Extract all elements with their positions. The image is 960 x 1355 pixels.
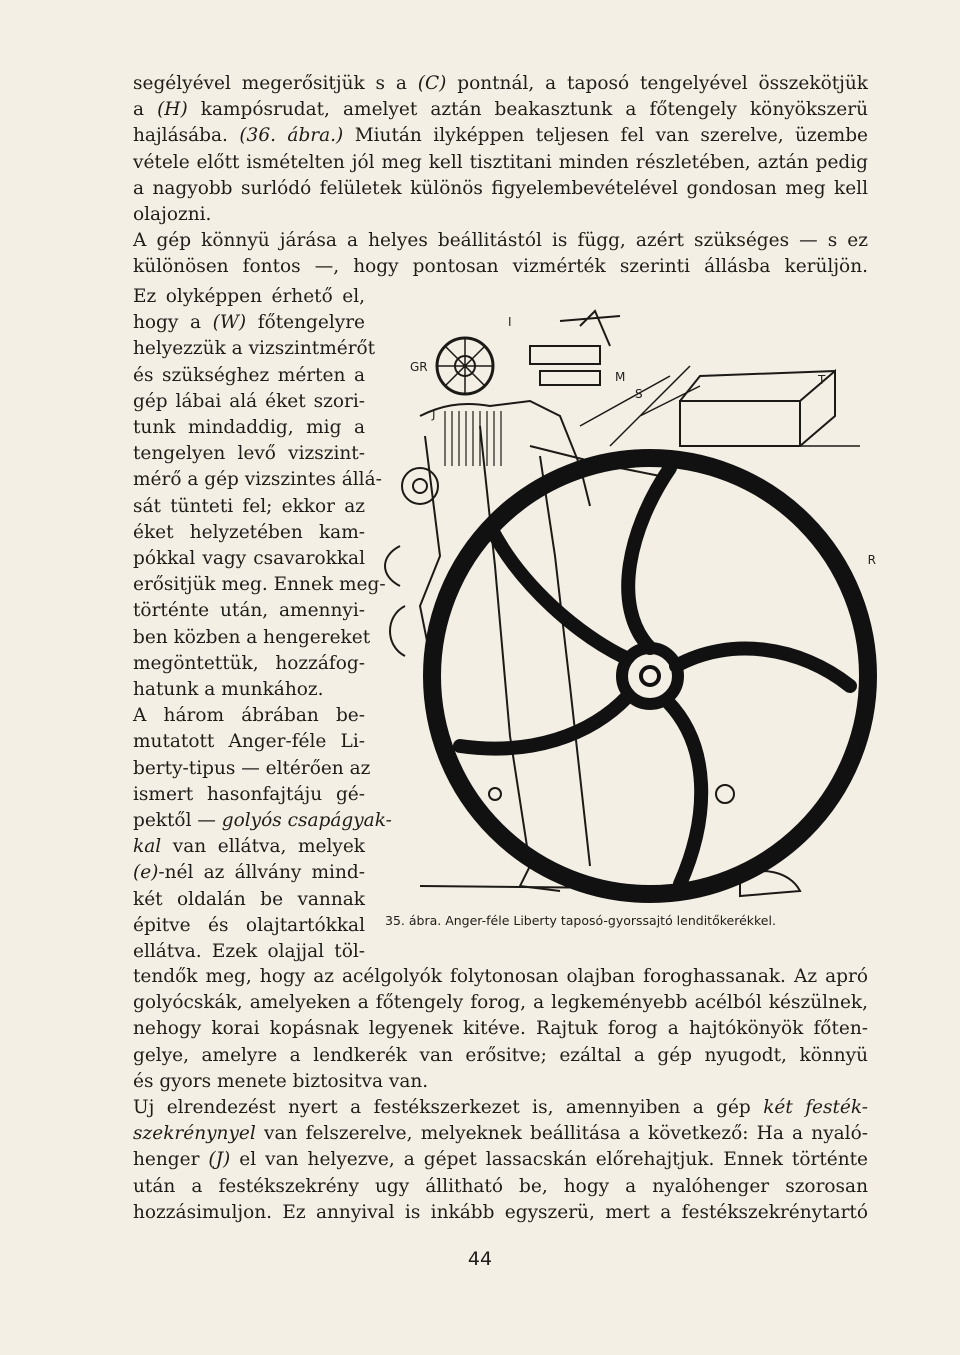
text-segment: olajozni. [133, 204, 212, 225]
text-line [133, 887, 365, 913]
text-line [133, 228, 868, 254]
text-segment: -nél az állvány mind- [158, 862, 365, 884]
text-segment: mérő a gép vizszintes állá- [133, 469, 382, 491]
text-segment: vétele előtt ismételten jól meg kell tisztitani minden részletében, aztán pedig [133, 151, 868, 173]
text-segment: főtengelyre [246, 312, 365, 334]
text-segment: van ellátva, melyek [161, 836, 365, 858]
text-segment: A három ábrában be- [133, 705, 365, 727]
text-segment: helyezzük a vizszintmérőt [133, 338, 376, 360]
text-segment: ben közben a hengereket [133, 626, 371, 648]
text-segment: sát tünteti fel; ekkor az [133, 495, 365, 517]
text-segment: két festék- [763, 1097, 868, 1118]
text-line [133, 598, 365, 624]
text-segment: különösen fontos —, hogy pontosan vizmérték szerinti állásba kerüljön. [133, 256, 868, 278]
text-line [133, 546, 365, 572]
text-line [133, 363, 365, 389]
text-line [133, 150, 868, 176]
text-line [133, 494, 365, 520]
text-segment: golyócskák, amelyeken a főtengely forog, a legkeményebb acélból készülnek, [133, 992, 868, 1014]
figure-label-i: I [508, 315, 512, 329]
text-line [133, 254, 868, 280]
text-segment: hogy a [133, 312, 213, 334]
text-segment: két oldalán be vannak [133, 888, 365, 910]
text-line [133, 415, 365, 441]
text-line [133, 389, 365, 415]
figure-label-s: S [635, 387, 643, 401]
text-segment: van felszerelve, melyeknek beállitása a következő: Ha a nyaló- [255, 1123, 868, 1145]
text-segment: a nagyobb surlódó felületek különös figyelembevételével gondosan meg kell [133, 177, 868, 199]
text-segment: (C) [417, 73, 447, 94]
text-line [133, 860, 365, 886]
figure-label-r: R [867, 553, 876, 567]
text-line [133, 441, 365, 467]
text-line [133, 176, 868, 202]
text-line [133, 1174, 868, 1200]
text-line [133, 572, 386, 598]
text-segment: után a festékszekrény ugy állitható be, hogy a nyalóhenger szorosan [133, 1175, 868, 1197]
text-segment: pókkal vagy csavarokkal [133, 548, 365, 569]
figure-label-t: T [818, 373, 826, 387]
text-segment: Uj elrendezést nyert a festékszerkezet is, amennyiben a gép [133, 1097, 764, 1118]
text-segment: és gyors menete biztositva van. [133, 1070, 429, 1092]
figure-label-j: J [432, 407, 436, 421]
text-segment: berty-tipus — eltérően az [133, 757, 371, 779]
text-segment: nehogy korai kopásnak legyenek kitéve. Rajtuk forog a hajtókönyök főten- [133, 1018, 868, 1040]
figure-label-gr: GR [410, 360, 428, 374]
text-segment: tendők meg, hogy az acélgolyók folytonosan olajban foroghassanak. Az apró [133, 966, 868, 987]
text-segment: Miután ilyképpen teljesen fel van szerelve, üzembe [343, 125, 868, 147]
text-segment: éket helyzetében kam- [133, 521, 365, 543]
text-segment: és szükséghez mérten a [133, 364, 365, 386]
text-segment: (36. ábra.) [239, 125, 344, 147]
text-segment: ismert hasonfajtáju gé- [133, 783, 365, 805]
text-segment: történte után, amennyi- [133, 600, 365, 622]
text-segment: henger [133, 1149, 209, 1171]
text-segment: (H) [157, 99, 188, 121]
text-segment: el van helyezve, a gépet lassacskán előrehajtjuk. Ennek történte [230, 1149, 869, 1171]
text-line [133, 467, 382, 493]
text-segment: tunk mindaddig, mig a [133, 417, 365, 438]
text-line [133, 964, 868, 990]
text-line [133, 651, 365, 677]
text-segment: golyós csapágyak- [221, 810, 392, 831]
text-segment: hajlásába. [133, 125, 240, 147]
text-segment: gép lábai alá éket szori- [133, 390, 365, 412]
figure-caption: 35. ábra. Anger-féle Liberty taposó-gyorssajtó lenditőkerékkel. [385, 913, 776, 928]
text-line [133, 1095, 868, 1121]
text-segment: kal [133, 836, 162, 858]
text-line [133, 913, 365, 939]
text-segment: épitve és olajtartókkal [133, 914, 365, 936]
text-line [133, 123, 868, 149]
text-segment: Ez olyképpen érhető el, [133, 286, 365, 307]
text-segment: kampósrudat, amelyet aztán beakasztunk a főtengely könyökszerü [187, 99, 868, 121]
text-line [133, 1147, 868, 1173]
text-line [133, 1121, 868, 1147]
text-segment: ellátva. Ezek olajjal töl- [133, 941, 365, 962]
text-line [133, 202, 868, 228]
text-line [133, 990, 868, 1016]
text-line [133, 939, 365, 965]
text-segment: tengelyen levő vizszint- [133, 443, 365, 465]
figure-label-m: M [615, 370, 626, 384]
text-line [133, 808, 392, 834]
text-line [133, 336, 376, 362]
text-line [133, 1043, 868, 1069]
text-line [133, 677, 365, 703]
text-line [133, 834, 365, 860]
page-number: 44 [467, 1248, 493, 1270]
text-segment: (e) [133, 862, 159, 884]
text-segment: erősitjük meg. Ennek meg- [133, 574, 386, 596]
text-segment: A gép könnyü járása a helyes beállitástól is függ, azért szükséges — s ez [133, 230, 868, 252]
text-line [133, 1200, 868, 1226]
text-line [133, 71, 868, 97]
text-segment: mutatott Anger-féle Li- [133, 731, 365, 753]
text-segment: megöntettük, hozzáfog- [133, 652, 365, 674]
text-line [133, 756, 371, 782]
text-line [133, 1016, 868, 1042]
text-segment: hozzásimuljon. Ez annyival is inkább egyszerü, mert a festékszekrénytartó [133, 1201, 868, 1223]
text-segment: gelye, amelyre a lendkerék van erősitve; ezáltal a gép nyugodt, könnyü [133, 1044, 868, 1066]
text-line [133, 97, 868, 123]
press-illustration [380, 306, 880, 911]
text-line [133, 729, 365, 755]
text-segment: pektől — [133, 810, 222, 831]
text-segment: szekrénynyel [133, 1123, 256, 1145]
text-segment: hatunk a munkához. [133, 679, 324, 700]
text-segment: (J) [208, 1149, 231, 1171]
text-segment: pontnál, a taposó tengelyével összekötjük [446, 73, 869, 94]
text-segment: a [133, 99, 158, 121]
text-line [133, 782, 365, 808]
text-segment: (W) [212, 312, 247, 334]
text-line [133, 625, 371, 651]
text-line [133, 310, 365, 336]
text-line [133, 703, 365, 729]
text-segment: segélyével megerősitjük s a [133, 73, 418, 94]
text-line [133, 1069, 868, 1095]
text-line [133, 284, 365, 310]
text-line [133, 520, 365, 546]
